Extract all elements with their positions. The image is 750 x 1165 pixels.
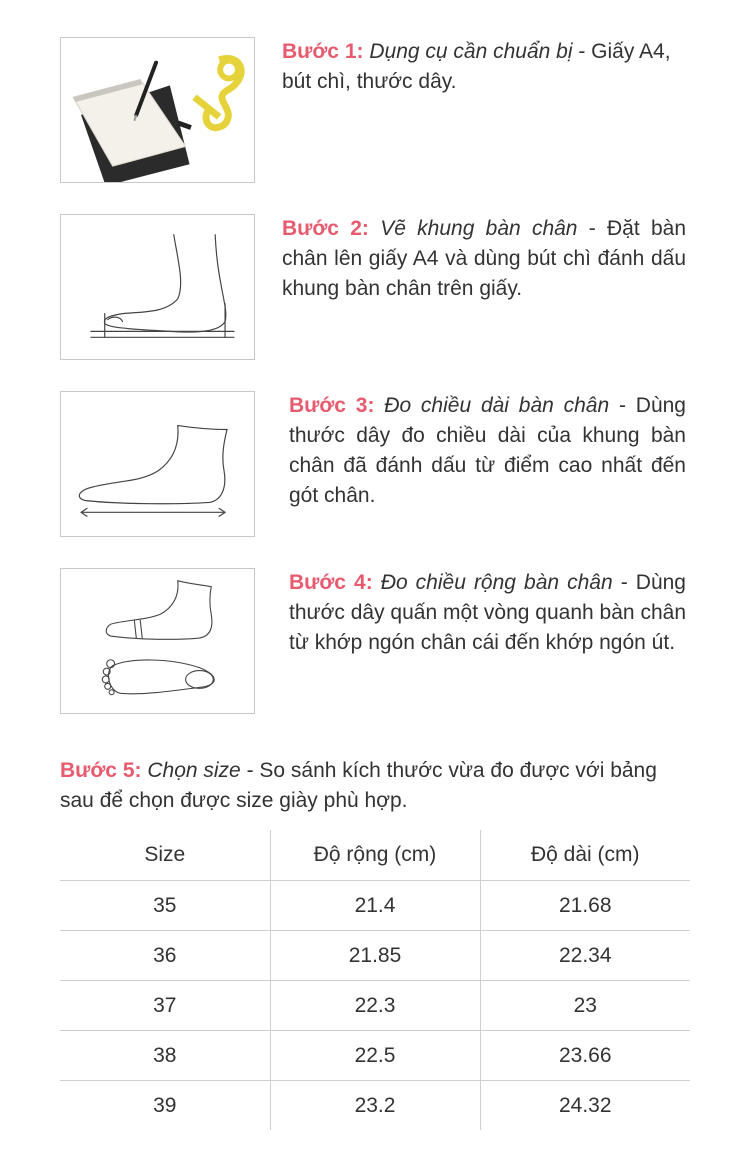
- step-4-text: [289, 568, 686, 658]
- header-length: Độ dài (cm): [480, 830, 690, 881]
- step-2-label: Bước 2:: [282, 217, 369, 240]
- step-5-text: [60, 756, 690, 816]
- step-1: [60, 37, 700, 185]
- cell-width: 22.3: [270, 981, 480, 1031]
- size-table: [60, 830, 690, 1130]
- cell-width: 21.4: [270, 881, 480, 931]
- foot-length-icon: [60, 391, 255, 537]
- cell-size: 35: [60, 881, 270, 931]
- table-row: [60, 1081, 690, 1131]
- cell-size: 36: [60, 931, 270, 981]
- cell-size: 38: [60, 1031, 270, 1081]
- foot-outline-icon: [60, 214, 255, 360]
- paper-pencil-tape-icon: [60, 37, 255, 183]
- step-2-title: Vẽ khung bàn chân: [380, 217, 578, 240]
- cell-length: 23: [480, 981, 690, 1031]
- step-2-text: [282, 214, 686, 304]
- cell-size: 39: [60, 1081, 270, 1131]
- step-2: [60, 214, 700, 362]
- step-4-label: Bước 4:: [289, 571, 373, 594]
- cell-width: 22.5: [270, 1031, 480, 1081]
- step-1-desc: - Giấy A4, bút chì, thước dây.: [282, 40, 671, 93]
- step-4: [60, 568, 700, 716]
- cell-length: 23.66: [480, 1031, 690, 1081]
- step-1-label: Bước 1:: [282, 40, 364, 63]
- header-size: Size: [144, 843, 186, 866]
- step-3-title: Đo chiều dài bàn chân: [384, 394, 610, 417]
- step-4-desc: - Dùng thước dây quấn một vòng quanh bàn chân từ khớp ngón chân cái đến khớp ngón út.: [289, 571, 686, 654]
- step-5-label: Bước 5:: [60, 759, 142, 782]
- cell-length: 24.32: [480, 1081, 690, 1131]
- step-4-title: Đo chiều rộng bàn chân: [380, 571, 613, 594]
- step-3-text: [289, 391, 686, 511]
- table-row: [60, 1031, 690, 1081]
- step-3-desc: - Dùng thước dây đo chiều dài của khung bàn chân đã đánh dấu từ điểm cao nhất đến gót chân.: [289, 394, 686, 507]
- foot-width-icon: [60, 568, 255, 714]
- step-5-title: Chọn size: [147, 759, 241, 782]
- step-3-label: Bước 3:: [289, 394, 375, 417]
- step-1-text: [282, 37, 692, 97]
- step-3: [60, 391, 700, 539]
- cell-size: 37: [60, 981, 270, 1031]
- table-row: [60, 931, 690, 981]
- step-1-title: Dụng cụ cần chuẩn bị: [369, 40, 573, 63]
- cell-width: 23.2: [270, 1081, 480, 1131]
- step-5-desc: - So sánh kích thước vừa đo được với bảng sau để chọn được size giày phù hợp.: [60, 759, 657, 812]
- table-header-row: [60, 830, 690, 881]
- header-width: Độ rộng (cm): [270, 830, 480, 881]
- step-2-desc: - Đặt bàn chân lên giấy A4 và dùng bút chì đánh dấu khung bàn chân trên giấy.: [282, 217, 686, 300]
- table-row: [60, 981, 690, 1031]
- table-row: [60, 881, 690, 931]
- cell-length: 22.34: [480, 931, 690, 981]
- cell-width: 21.85: [270, 931, 480, 981]
- cell-length: 21.68: [480, 881, 690, 931]
